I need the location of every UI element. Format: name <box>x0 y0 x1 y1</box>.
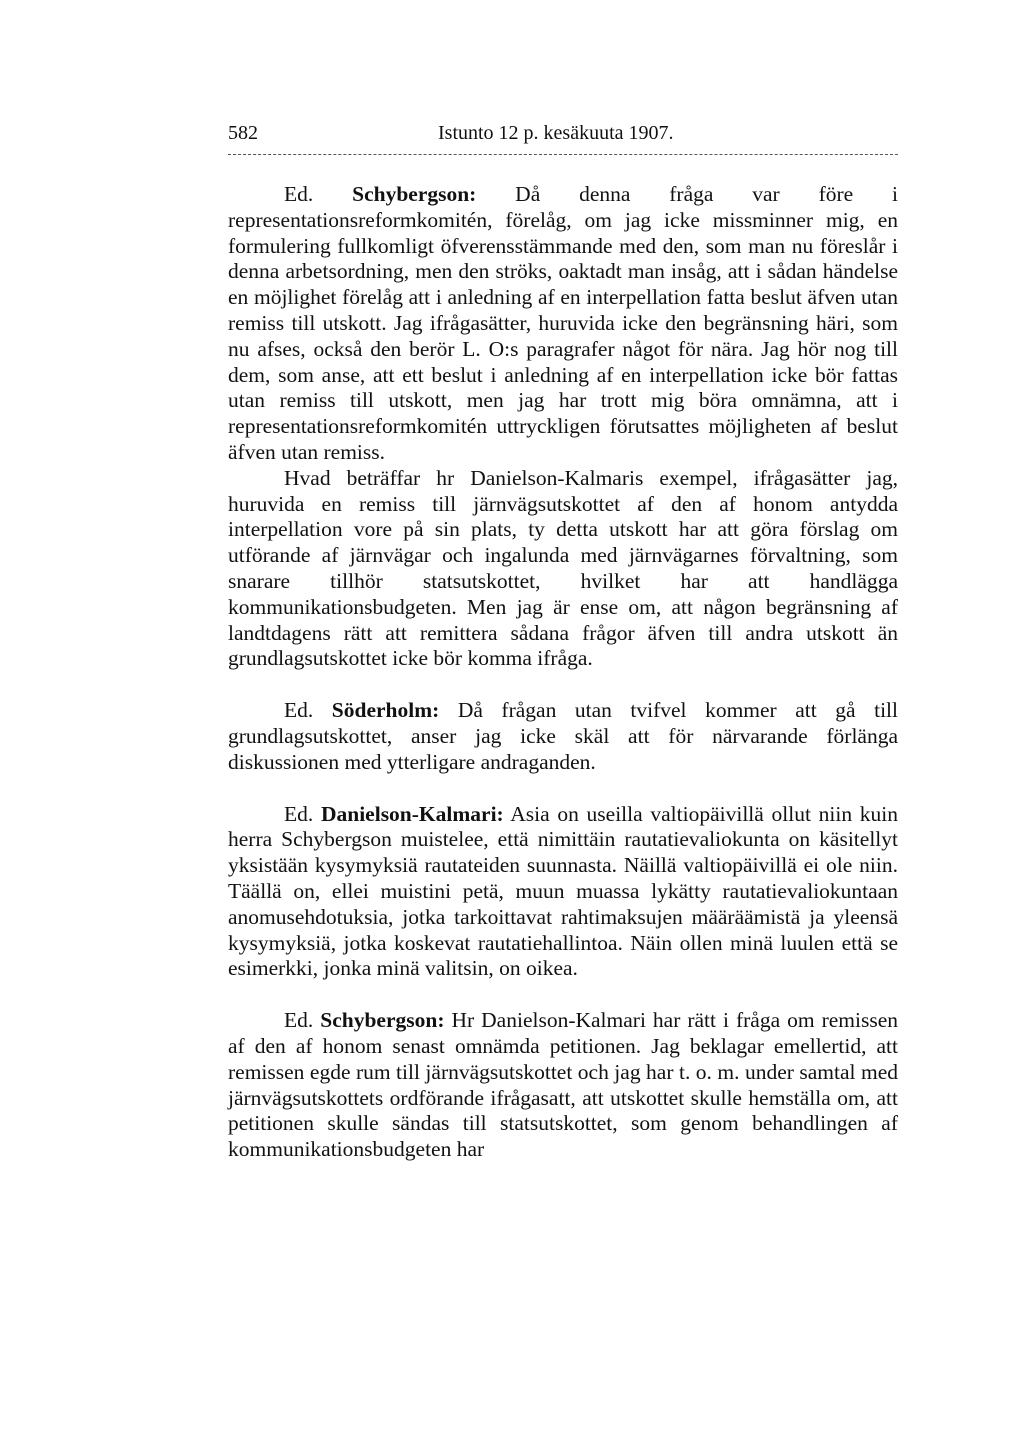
paragraph-text: Hvad beträffar hr Danielson-Kalmaris exempel, ifrågasätter jag, huruvida en remiss till järnvägsutskottet af den af honom antydda interpellation vore på sin plats, ty detta utskott har att göra förslag om utförande af järnvägar och ingalunda med järnvägarnes förvaltning, som snarare tillhör statsutskottet, hvilket har att handlägga kommunikationsbudgeten. Men jag är ense om, att någon begränsning af landtdagens rätt att remittera sådana frågor äfven till andra utskott än grundlagsutskottet icke bör komma ifråga. <box>228 465 898 671</box>
speaker-prefix: Ed. <box>284 1008 321 1033</box>
paragraph <box>228 698 898 775</box>
speaker-name: Söderholm: <box>331 698 440 723</box>
body-text <box>228 182 898 1163</box>
page-header <box>228 118 898 148</box>
paragraph-text: Hr Danielson-Kalmari har rätt i fråga om remissen af den af honom senast omnämda petitionen. Jag beklagar emellertid, att remissen egde rum till järnvägsutskottet och jag har t. o. m. under samtal med järnvägsutskottets ordförande ifrågasatt, att utskottet skulle hemställa om, att petitionen skulle sändas till statsutskottet, som genom behandlingen af kommunikationsbudgeten har <box>228 1008 898 1162</box>
header-rule <box>228 154 898 155</box>
document-page <box>228 118 898 1162</box>
paragraph <box>228 802 898 983</box>
page-number: 582 <box>228 122 258 144</box>
paragraph <box>228 182 898 466</box>
speaker-name: Danielson-Kalmari: <box>320 801 504 826</box>
paragraph <box>228 466 898 672</box>
speaker-prefix: Ed. <box>284 698 332 723</box>
paragraph-text: Då frågan utan tvifvel kommer att gå till grundlagsutskottet, anser jag icke skäl att för närvarande förlänga diskussionen med ytterligare andraganden. <box>228 698 898 774</box>
paragraph <box>228 1008 898 1163</box>
speaker-name: Schybergson: <box>352 182 477 206</box>
speaker-prefix: Ed. <box>284 801 321 826</box>
running-head: Istunto 12 p. kesäkuuta 1907. <box>438 122 674 144</box>
paragraph-text: Asia on useilla valtiopäivillä ollut niin kuin herra Schybergson muistelee, että nimittäin rautatievaliokunta on käsitellyt yksistään kysymyksiä rautateiden suunnasta. Näillä valtiopäivillä ei ole niin. Täällä on, ellei muistini petä, muun muassa lykätty rautatievaliokuntaan anomusehdotuksia, jotka tarkoittavat rahtimaksujen määräämistä ja yleensä kysymyksiä, jotka koskevat rautatiehallintoa. Näin ollen minä luulen että se esimerkki, jonka minä valitsin, on oikea. <box>228 801 898 981</box>
speaker-name: Schybergson: <box>320 1008 445 1033</box>
paragraph-text: Då denna fråga var före i representationsreformkomitén, förelåg, om jag icke missminner mig, en formulering fullkomligt öfverensstämmande med den, som man nu föreslår i denna arbetsordning, men den ströks, oaktadt man insåg, att i sådan händelse en möjlighet förelåg att i anledning af en interpellation fatta beslut äfven utan remiss till utskott. Jag ifrågasätter, huruvida icke den begränsning häri, som nu afses, också den berör L. O:s paragrafer något för nära. Jag hör nog till dem, som anse, att ett beslut i anledning af en interpellation icke bör fattas utan remiss till utskott, men jag har trott mig böra omnämna, att i representationsreformkomitén uttryckligen förutsattes möjligheten af beslut äfven utan remiss. <box>228 182 898 464</box>
speaker-prefix: Ed. <box>284 182 353 206</box>
